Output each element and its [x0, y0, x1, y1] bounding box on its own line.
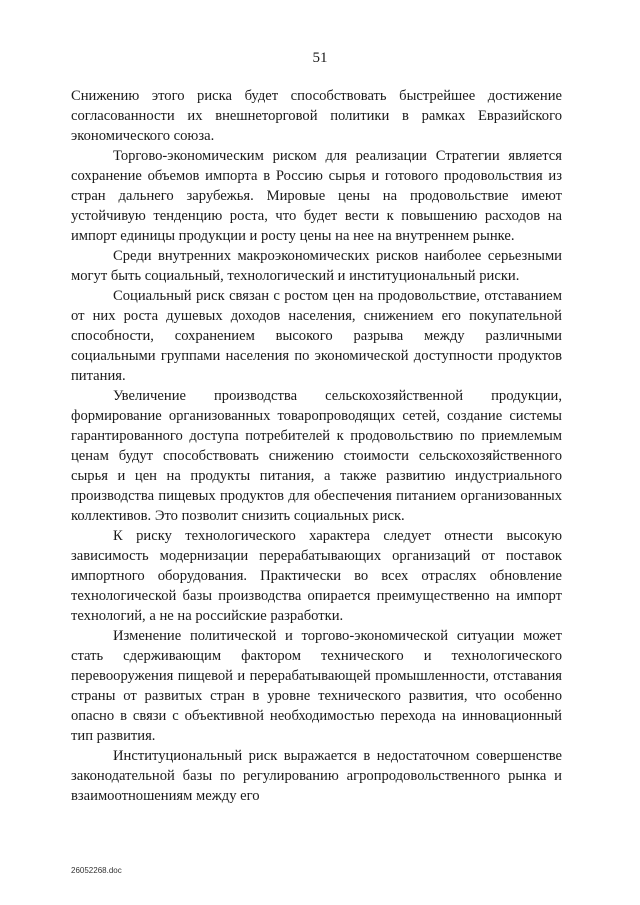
paragraph-8: Институциональный риск выражается в недостаточном совершенстве законодательной базы по регулированию агропродовольственного рынка и взаимоотношениям между его — [71, 748, 562, 804]
page-body — [71, 86, 562, 806]
paragraph-5: Увеличение производства сельскохозяйственной продукции, формирование организованных товаропроводящих сетей, создание системы гарантированного доступа потребителей к продовольствию по приемлемым ценам будут способствовать снижению стоимости сельскохозяйственного сырья и цен на продукты питания, а также развитию индустриального производства пищевых продуктов для обеспечения питанием организованных коллективов. Это позволит снизить социальных риск. — [71, 388, 562, 524]
paragraph-1: Снижению этого риска будет способствовать быстрейшее достижение согласованности их внешнеторговой политики в рамках Евразийского экономического союза. — [71, 88, 562, 144]
paragraph-3: Среди внутренних макроэкономических рисков наиболее серьезными могут быть социальный, технологический и институциональный риски. — [71, 248, 562, 284]
paragraph-6: К риску технологического характера следует отнести высокую зависимость модернизации перерабатывающих организаций от поставок импортного оборудования. Практически во всех отраслях обновление технологической базы производства опирается преимущественно на импорт технологий, а не на российские разработки. — [71, 528, 562, 624]
paragraph-4: Социальный риск связан с ростом цен на продовольствие, отставанием от них роста душевых доходов населения, снижением его покупательной способности, сохранением высокого разрыва между различными социальными группами населения по экономической доступности продуктов питания. — [71, 288, 562, 384]
paragraph-2: Торгово-экономическим риском для реализации Стратегии является сохранение объемов импорта в Россию сырья и готового продовольствия из стран дальнего зарубежья. Мировые цены на продовольствие имеют устойчивую тенденцию роста, что будет вести к повышению расходов на импорт единицы продукции и росту цены на нее на внутреннем рынке. — [71, 148, 562, 244]
footer-filename: 26052268.doc — [71, 866, 122, 875]
page-number: 51 — [312, 50, 328, 66]
paragraph-7: Изменение политической и торгово-экономической ситуации может стать сдерживающим фактором технического и технологического перевооружения пищевой и перерабатывающей промышленности, отставания страны от развитых стран в уровне технического развития, что особенно опасно в связи с объективной необходимостью перехода на инновационный тип развития. — [71, 628, 562, 744]
